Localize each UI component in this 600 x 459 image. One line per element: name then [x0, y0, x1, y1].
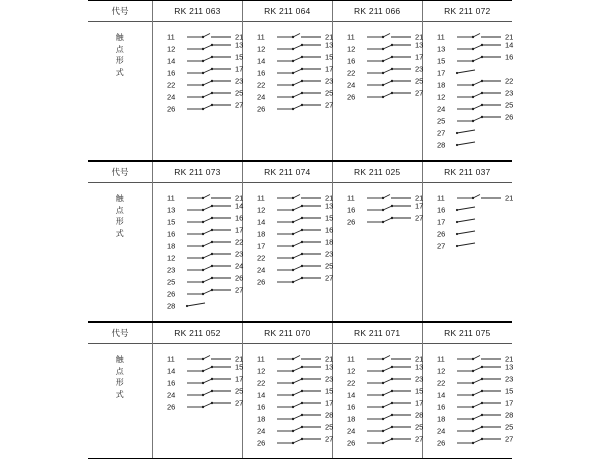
svg-text:21: 21	[324, 354, 334, 364]
svg-text:26: 26	[167, 402, 176, 412]
svg-text:24: 24	[256, 92, 266, 102]
svg-text:18: 18	[324, 237, 334, 247]
svg-text:21: 21	[324, 32, 334, 42]
svg-text:17: 17	[436, 217, 445, 227]
contact-diagram-cell	[422, 344, 512, 458]
svg-text:26: 26	[235, 273, 244, 283]
svg-text:14: 14	[256, 390, 266, 400]
svg-text:14: 14	[256, 217, 266, 227]
header-code-label: 代号	[88, 1, 153, 22]
svg-text:23: 23	[324, 249, 334, 259]
table-body-row	[88, 183, 512, 321]
svg-text:17: 17	[504, 398, 513, 408]
svg-text:28: 28	[504, 410, 513, 420]
svg-text:16: 16	[504, 52, 513, 62]
header-part-code: RK 211 066	[332, 1, 422, 22]
contact-diagram	[423, 348, 512, 452]
contact-diagram-cell	[242, 22, 332, 160]
svg-text:12: 12	[256, 205, 266, 215]
svg-text:26: 26	[346, 217, 356, 227]
contact-form-table	[88, 1, 512, 160]
svg-text:23: 23	[235, 76, 244, 86]
svg-text:11: 11	[436, 32, 445, 42]
svg-text:16: 16	[256, 68, 266, 78]
row-label-char: 形	[115, 378, 125, 388]
svg-text:13: 13	[324, 40, 334, 50]
svg-text:18: 18	[256, 229, 266, 239]
svg-text:21: 21	[235, 32, 244, 42]
svg-text:26: 26	[346, 92, 356, 102]
svg-text:22: 22	[346, 378, 356, 388]
contact-diagram-cell	[153, 344, 243, 458]
svg-text:27: 27	[324, 434, 334, 444]
header-part-code: RK 211 072	[444, 6, 491, 16]
svg-text:11: 11	[436, 354, 445, 364]
svg-text:16: 16	[436, 402, 445, 412]
svg-text:17: 17	[414, 52, 424, 62]
contact-diagram	[333, 187, 422, 231]
contact-diagram	[333, 348, 422, 452]
svg-text:16: 16	[324, 225, 334, 235]
svg-text:21: 21	[504, 354, 513, 364]
svg-text:12: 12	[167, 44, 176, 54]
svg-text:17: 17	[324, 64, 334, 74]
svg-text:11: 11	[436, 193, 445, 203]
svg-text:28: 28	[167, 301, 176, 311]
header-part-code: RK 211 064	[242, 1, 332, 22]
svg-text:16: 16	[235, 213, 244, 223]
svg-text:26: 26	[436, 229, 445, 239]
row-label-char: 形	[115, 56, 125, 66]
svg-text:27: 27	[436, 241, 445, 251]
svg-text:14: 14	[504, 40, 513, 50]
svg-text:12: 12	[436, 366, 445, 376]
svg-text:22: 22	[167, 80, 176, 90]
svg-text:25: 25	[414, 76, 424, 86]
svg-text:17: 17	[436, 68, 445, 78]
contact-diagram	[153, 187, 242, 315]
table-header-row	[88, 162, 512, 183]
svg-text:24: 24	[436, 104, 445, 114]
svg-text:11: 11	[346, 354, 355, 364]
contact-diagram	[423, 187, 512, 255]
svg-text:24: 24	[167, 390, 176, 400]
svg-text:27: 27	[235, 100, 244, 110]
row-label-char: 触	[115, 33, 125, 42]
contact-diagram	[243, 187, 332, 291]
row-label-cell	[88, 344, 153, 458]
svg-text:22: 22	[235, 237, 244, 247]
table-header-row	[88, 323, 512, 344]
row-label-char: 点	[115, 366, 125, 376]
svg-text:15: 15	[414, 386, 424, 396]
svg-text:24: 24	[167, 92, 176, 102]
svg-text:13: 13	[414, 40, 424, 50]
contact-diagram-cell	[242, 183, 332, 321]
svg-text:15: 15	[504, 386, 513, 396]
svg-text:16: 16	[346, 56, 356, 66]
svg-text:13: 13	[324, 362, 334, 372]
header-part-code: RK 211 025	[332, 162, 422, 183]
row-label-cell	[88, 22, 153, 160]
row-label-char: 触	[115, 194, 125, 203]
svg-text:11: 11	[256, 354, 265, 364]
svg-text:23: 23	[324, 76, 334, 86]
table-block	[88, 0, 512, 161]
contact-diagram-cell	[422, 22, 512, 160]
svg-text:11: 11	[346, 32, 355, 42]
svg-text:11: 11	[346, 193, 355, 203]
svg-text:26: 26	[504, 112, 513, 122]
svg-text:12: 12	[256, 44, 266, 54]
svg-text:14: 14	[346, 390, 356, 400]
header-part-code: RK 211 052	[153, 323, 243, 344]
contact-diagram-cell	[153, 22, 243, 160]
svg-text:22: 22	[256, 378, 266, 388]
svg-text:27: 27	[235, 398, 244, 408]
svg-text:24: 24	[256, 265, 266, 275]
header-code-label: 代号	[88, 323, 153, 344]
table-header-row	[88, 1, 512, 22]
table-body-row	[88, 344, 512, 458]
svg-text:22: 22	[436, 378, 445, 388]
table-block	[88, 322, 512, 459]
svg-text:13: 13	[167, 205, 176, 215]
header-part-code: RK 211 073	[153, 162, 243, 183]
svg-text:16: 16	[167, 229, 176, 239]
header-code-label: 代号	[88, 162, 153, 183]
svg-text:21: 21	[235, 354, 244, 364]
svg-text:13: 13	[414, 362, 424, 372]
svg-text:22: 22	[256, 80, 266, 90]
table-block	[88, 161, 512, 322]
svg-text:23: 23	[504, 88, 513, 98]
svg-text:12: 12	[346, 44, 356, 54]
svg-text:22: 22	[346, 68, 356, 78]
svg-text:15: 15	[324, 213, 334, 223]
row-label-char: 式	[115, 67, 125, 77]
svg-text:14: 14	[256, 56, 266, 66]
contact-diagram-cell	[422, 183, 512, 321]
svg-text:15: 15	[436, 56, 445, 66]
svg-text:27: 27	[414, 434, 424, 444]
contact-diagram	[243, 348, 332, 452]
contact-form-table	[88, 323, 512, 458]
svg-text:22: 22	[256, 253, 266, 263]
svg-text:27: 27	[324, 273, 334, 283]
contact-diagram	[243, 26, 332, 118]
svg-text:13: 13	[324, 201, 334, 211]
svg-text:26: 26	[256, 104, 266, 114]
svg-text:21: 21	[504, 193, 513, 203]
svg-text:25: 25	[414, 422, 424, 432]
contact-diagram	[153, 348, 242, 416]
svg-text:16: 16	[346, 205, 356, 215]
svg-text:23: 23	[167, 265, 176, 275]
row-label-cell	[88, 183, 153, 321]
svg-text:27: 27	[504, 434, 513, 444]
svg-text:25: 25	[235, 88, 244, 98]
svg-text:18: 18	[436, 80, 445, 90]
svg-text:17: 17	[256, 241, 266, 251]
svg-text:24: 24	[346, 80, 356, 90]
header-part-code: RK 211 070	[242, 323, 332, 344]
svg-text:25: 25	[504, 100, 513, 110]
svg-text:25: 25	[324, 88, 334, 98]
svg-text:18: 18	[346, 414, 356, 424]
contact-diagram-cell	[242, 344, 332, 458]
svg-text:15: 15	[235, 52, 244, 62]
row-label-char: 形	[115, 217, 125, 227]
header-part-code: RK 211 074	[242, 162, 332, 183]
svg-text:21: 21	[324, 193, 334, 203]
svg-text:23: 23	[414, 64, 424, 74]
contact-diagram	[423, 26, 512, 154]
svg-text:23: 23	[324, 374, 334, 384]
svg-text:12: 12	[346, 366, 356, 376]
svg-text:17: 17	[235, 225, 244, 235]
svg-text:17: 17	[235, 374, 244, 384]
svg-text:14: 14	[167, 56, 176, 66]
svg-text:14: 14	[436, 390, 445, 400]
svg-text:12: 12	[167, 253, 176, 263]
svg-text:25: 25	[324, 422, 334, 432]
header-part-code: RK 211 063	[153, 1, 243, 22]
svg-text:11: 11	[256, 32, 265, 42]
svg-text:16: 16	[256, 402, 266, 412]
row-label-char: 式	[115, 228, 125, 238]
svg-text:22: 22	[504, 76, 513, 86]
table-blocks	[88, 0, 512, 459]
svg-text:26: 26	[256, 438, 266, 448]
svg-text:11: 11	[167, 354, 175, 364]
svg-text:26: 26	[167, 289, 176, 299]
contact-diagram	[153, 26, 242, 118]
svg-text:26: 26	[167, 104, 176, 114]
contact-diagram-cell	[332, 183, 422, 321]
svg-text:17: 17	[235, 64, 244, 74]
contact-diagram-cell	[153, 183, 243, 321]
svg-text:15: 15	[324, 386, 334, 396]
svg-text:16: 16	[436, 205, 445, 215]
row-label-char: 触	[115, 355, 125, 364]
svg-text:21: 21	[414, 32, 424, 42]
svg-text:21: 21	[504, 32, 513, 42]
svg-text:26: 26	[436, 438, 445, 448]
contact-diagram	[333, 26, 422, 106]
header-part-code: RK 211 071	[332, 323, 422, 344]
row-label-char: 点	[115, 44, 125, 54]
contact-diagram-cell	[332, 344, 422, 458]
svg-text:25: 25	[324, 261, 334, 271]
svg-text:12: 12	[256, 366, 266, 376]
svg-text:27: 27	[324, 100, 334, 110]
svg-text:27: 27	[414, 213, 424, 223]
svg-text:24: 24	[235, 261, 244, 271]
svg-text:24: 24	[256, 426, 266, 436]
svg-text:25: 25	[235, 386, 244, 396]
svg-text:28: 28	[324, 410, 334, 420]
svg-text:27: 27	[436, 128, 445, 138]
svg-text:12: 12	[436, 92, 445, 102]
svg-text:15: 15	[235, 362, 244, 372]
svg-text:11: 11	[256, 193, 265, 203]
svg-text:15: 15	[167, 217, 176, 227]
svg-text:16: 16	[346, 402, 356, 412]
svg-text:17: 17	[414, 201, 424, 211]
svg-text:13: 13	[436, 44, 445, 54]
svg-text:24: 24	[346, 426, 356, 436]
svg-text:21: 21	[414, 354, 424, 364]
svg-text:13: 13	[504, 362, 513, 372]
svg-text:25: 25	[504, 422, 513, 432]
header-part-code: RK 211 075	[444, 328, 491, 338]
contact-diagram-cell	[332, 22, 422, 160]
contact-form-table	[88, 162, 512, 321]
svg-text:11: 11	[167, 193, 175, 203]
svg-text:26: 26	[346, 438, 356, 448]
svg-text:26: 26	[256, 277, 266, 287]
svg-text:24: 24	[436, 426, 445, 436]
svg-text:27: 27	[414, 88, 424, 98]
svg-text:23: 23	[414, 374, 424, 384]
svg-text:16: 16	[167, 68, 176, 78]
table-body-row	[88, 22, 512, 160]
svg-text:17: 17	[414, 398, 424, 408]
svg-text:11: 11	[167, 32, 175, 42]
svg-text:14: 14	[235, 201, 244, 211]
row-label-char: 式	[115, 389, 125, 399]
svg-text:21: 21	[414, 193, 424, 203]
svg-text:23: 23	[235, 249, 244, 259]
svg-text:18: 18	[167, 241, 176, 251]
svg-text:21: 21	[235, 193, 244, 203]
svg-text:17: 17	[324, 398, 334, 408]
row-label-char: 点	[115, 205, 125, 215]
svg-text:28: 28	[414, 410, 424, 420]
header-part-code: RK 211 037	[444, 167, 491, 177]
svg-text:18: 18	[436, 414, 445, 424]
svg-text:28: 28	[436, 140, 445, 150]
svg-text:23: 23	[504, 374, 513, 384]
svg-text:25: 25	[436, 116, 445, 126]
svg-text:25: 25	[167, 277, 176, 287]
svg-text:13: 13	[235, 40, 244, 50]
svg-text:15: 15	[324, 52, 334, 62]
svg-text:18: 18	[256, 414, 266, 424]
svg-text:16: 16	[167, 378, 176, 388]
svg-text:14: 14	[167, 366, 176, 376]
svg-text:27: 27	[235, 285, 244, 295]
